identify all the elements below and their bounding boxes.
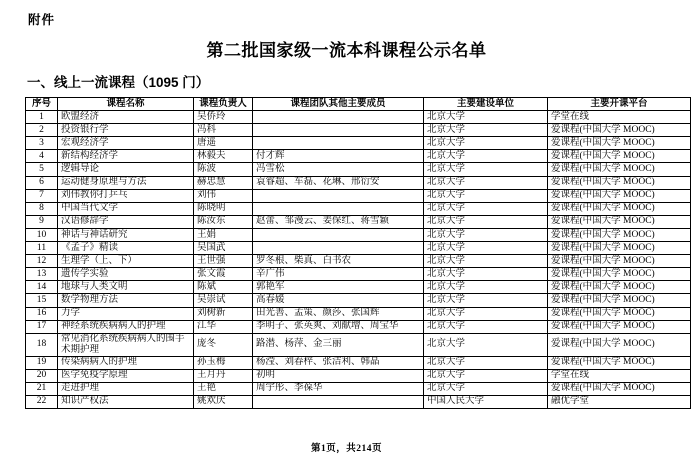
table-row xyxy=(26,307,691,320)
cell-course-name: 汉语修辞学 xyxy=(58,215,194,228)
table-row xyxy=(26,242,691,255)
table-row xyxy=(26,189,691,202)
cell-course-name: 逻辑导论 xyxy=(58,163,194,176)
cell-course-leader: 刘树新 xyxy=(194,307,253,320)
attachment-label: 附件 xyxy=(28,13,56,27)
cell-main-platform: 爱课程(中国大学 MOOC) xyxy=(548,150,691,163)
table-row xyxy=(26,228,691,241)
cell-serial-number: 10 xyxy=(26,228,58,241)
cell-course-name: 宏观经济学 xyxy=(58,137,194,150)
cell-team-members: 郭艳军 xyxy=(253,281,424,294)
cell-course-name: 常见消化系统疾病病人的围手术期护理 xyxy=(58,333,194,356)
header-main-platform: 主要开课平台 xyxy=(548,98,691,111)
cell-course-name: 医学免疫学原理 xyxy=(58,369,194,382)
cell-team-members: 罗冬根、柴真、白书农 xyxy=(253,255,424,268)
cell-team-members xyxy=(253,228,424,241)
cell-main-platform: 爱课程(中国大学 MOOC) xyxy=(548,124,691,137)
cell-team-members xyxy=(253,137,424,150)
header-main-institution: 主要建设单位 xyxy=(424,98,548,111)
cell-course-name: 刘伟教你打乒乓 xyxy=(58,189,194,202)
cell-serial-number: 13 xyxy=(26,268,58,281)
cell-course-leader: 刘伟 xyxy=(194,189,253,202)
cell-main-platform: 爱课程(中国大学 MOOC) xyxy=(548,281,691,294)
cell-team-members: 付才辉 xyxy=(253,150,424,163)
cell-main-institution: 北京大学 xyxy=(424,202,548,215)
cell-team-members xyxy=(253,124,424,137)
cell-course-name: 传染病病人的护理 xyxy=(58,356,194,369)
cell-course-leader: 陈波 xyxy=(194,163,253,176)
cell-course-leader: 张文霞 xyxy=(194,268,253,281)
table-row xyxy=(26,215,691,228)
cell-course-leader: 冯科 xyxy=(194,124,253,137)
header-course-leader: 课程负责人 xyxy=(194,98,253,111)
cell-main-institution: 中国人民大学 xyxy=(424,395,548,408)
cell-main-platform: 爱课程(中国大学 MOOC) xyxy=(548,307,691,320)
cell-course-name: 数学物理方法 xyxy=(58,294,194,307)
cell-serial-number: 18 xyxy=(26,333,58,356)
cell-main-platform: 爱课程(中国大学 MOOC) xyxy=(548,268,691,281)
cell-serial-number: 11 xyxy=(26,242,58,255)
cell-serial-number: 16 xyxy=(26,307,58,320)
table-row xyxy=(26,320,691,333)
table-body xyxy=(26,111,691,409)
cell-course-name: 生理学（上、下） xyxy=(58,255,194,268)
cell-main-platform: 爱课程(中国大学 MOOC) xyxy=(548,163,691,176)
cell-course-name: 遗传学实验 xyxy=(58,268,194,281)
cell-main-institution: 北京大学 xyxy=(424,294,548,307)
cell-course-leader: 吴国武 xyxy=(194,242,253,255)
cell-main-institution: 北京大学 xyxy=(424,320,548,333)
cell-serial-number: 19 xyxy=(26,356,58,369)
cell-main-platform: 爱课程(中国大学 MOOC) xyxy=(548,202,691,215)
cell-serial-number: 9 xyxy=(26,215,58,228)
cell-course-name: 《孟子》精读 xyxy=(58,242,194,255)
cell-course-name: 走进护理 xyxy=(58,382,194,395)
cell-course-name: 地球与人类文明 xyxy=(58,281,194,294)
cell-team-members: 袁睿超、车磊、花琳、邢衍安 xyxy=(253,176,424,189)
table-row xyxy=(26,176,691,189)
cell-main-institution: 北京大学 xyxy=(424,281,548,294)
cell-team-members: 冯雪松 xyxy=(253,163,424,176)
cell-serial-number: 2 xyxy=(26,124,58,137)
header-serial-number: 序号 xyxy=(26,98,58,111)
cell-main-platform: 爱课程(中国大学 MOOC) xyxy=(548,333,691,356)
cell-main-platform: 爱课程(中国大学 MOOC) xyxy=(548,255,691,268)
cell-serial-number: 5 xyxy=(26,163,58,176)
cell-main-platform: 融优学堂 xyxy=(548,395,691,408)
cell-team-members: 辛广伟 xyxy=(253,268,424,281)
cell-main-institution: 北京大学 xyxy=(424,111,548,124)
cell-course-name: 运动健身原理与方法 xyxy=(58,176,194,189)
cell-team-members: 杨滢、刘春梓、张洁利、韩晶 xyxy=(253,356,424,369)
table-row xyxy=(26,281,691,294)
table-row xyxy=(26,137,691,150)
cell-serial-number: 7 xyxy=(26,189,58,202)
cell-main-institution: 北京大学 xyxy=(424,215,548,228)
table-row xyxy=(26,202,691,215)
cell-main-institution: 北京大学 xyxy=(424,150,548,163)
cell-course-name: 欧盟经济 xyxy=(58,111,194,124)
cell-main-platform: 爱课程(中国大学 MOOC) xyxy=(548,356,691,369)
cell-serial-number: 6 xyxy=(26,176,58,189)
cell-course-leader: 陈晓明 xyxy=(194,202,253,215)
cell-serial-number: 3 xyxy=(26,137,58,150)
header-team-members: 课程团队其他主要成员 xyxy=(253,98,424,111)
cell-course-leader: 吴侨玲 xyxy=(194,111,253,124)
cell-main-institution: 北京大学 xyxy=(424,176,548,189)
cell-course-leader: 孙玉梅 xyxy=(194,356,253,369)
cell-team-members: 初明 xyxy=(253,369,424,382)
cell-team-members: 李明子、张英爽、刘献增、周宝华 xyxy=(253,320,424,333)
cell-course-leader: 姚欢庆 xyxy=(194,395,253,408)
table-row xyxy=(26,111,691,124)
cell-course-leader: 陈斌 xyxy=(194,281,253,294)
cell-main-institution: 北京大学 xyxy=(424,333,548,356)
cell-course-leader: 庞冬 xyxy=(194,333,253,356)
cell-team-members xyxy=(253,189,424,202)
cell-course-leader: 王世强 xyxy=(194,255,253,268)
cell-main-institution: 北京大学 xyxy=(424,255,548,268)
table-row xyxy=(26,369,691,382)
cell-main-institution: 北京大学 xyxy=(424,268,548,281)
table-row xyxy=(26,333,691,356)
cell-main-institution: 北京大学 xyxy=(424,382,548,395)
table-row xyxy=(26,356,691,369)
cell-team-members xyxy=(253,242,424,255)
cell-team-members: 高春媛 xyxy=(253,294,424,307)
cell-course-leader: 林毅夫 xyxy=(194,150,253,163)
table-row xyxy=(26,255,691,268)
cell-team-members: 周宇彤、李葆华 xyxy=(253,382,424,395)
cell-main-platform: 学堂在线 xyxy=(548,369,691,382)
cell-team-members xyxy=(253,202,424,215)
cell-serial-number: 8 xyxy=(26,202,58,215)
table-row xyxy=(26,294,691,307)
cell-course-leader: 王娟 xyxy=(194,228,253,241)
cell-main-platform: 学堂在线 xyxy=(548,111,691,124)
cell-main-platform: 爱课程(中国大学 MOOC) xyxy=(548,137,691,150)
table-row xyxy=(26,395,691,408)
page-title: 第二批国家级一流本科课程公示名单 xyxy=(206,41,487,60)
cell-course-name: 神话与神话研究 xyxy=(58,228,194,241)
cell-serial-number: 4 xyxy=(26,150,58,163)
cell-course-name: 新结构经济学 xyxy=(58,150,194,163)
cell-main-platform: 爱课程(中国大学 MOOC) xyxy=(548,242,691,255)
cell-main-platform: 爱课程(中国大学 MOOC) xyxy=(548,320,691,333)
cell-team-members: 赵蕾、邹漫云、姜保红、蒋雪颖 xyxy=(253,215,424,228)
table-header-row xyxy=(26,98,691,111)
cell-main-platform: 爱课程(中国大学 MOOC) xyxy=(548,215,691,228)
cell-main-institution: 北京大学 xyxy=(424,369,548,382)
cell-main-platform: 爱课程(中国大学 MOOC) xyxy=(548,294,691,307)
table-row xyxy=(26,163,691,176)
cell-course-name: 投资银行学 xyxy=(58,124,194,137)
cell-main-institution: 北京大学 xyxy=(424,137,548,150)
cell-main-platform: 爱课程(中国大学 MOOC) xyxy=(548,382,691,395)
cell-main-institution: 北京大学 xyxy=(424,124,548,137)
cell-course-name: 神经系统疾病病人的护理 xyxy=(58,320,194,333)
cell-course-leader: 唐遥 xyxy=(194,137,253,150)
cell-course-name: 中国当代文学 xyxy=(58,202,194,215)
cell-serial-number: 21 xyxy=(26,382,58,395)
cell-team-members xyxy=(253,395,424,408)
cell-main-institution: 北京大学 xyxy=(424,307,548,320)
cell-course-name: 知识产权法 xyxy=(58,395,194,408)
cell-main-platform: 爱课程(中国大学 MOOC) xyxy=(548,176,691,189)
cell-course-leader: 王月丹 xyxy=(194,369,253,382)
cell-serial-number: 1 xyxy=(26,111,58,124)
cell-course-leader: 赫忠慧 xyxy=(194,176,253,189)
cell-course-leader: 王艳 xyxy=(194,382,253,395)
cell-main-institution: 北京大学 xyxy=(424,189,548,202)
cell-serial-number: 17 xyxy=(26,320,58,333)
section-heading: 一、线上一流课程（1095 门） xyxy=(27,75,210,90)
courses-table xyxy=(25,97,691,409)
cell-team-members xyxy=(253,111,424,124)
page-number-footer: 第1页，共214页 xyxy=(310,444,382,454)
table-row xyxy=(26,124,691,137)
cell-course-leader: 吴崇试 xyxy=(194,294,253,307)
table-row xyxy=(26,150,691,163)
cell-serial-number: 22 xyxy=(26,395,58,408)
table-row xyxy=(26,268,691,281)
cell-team-members: 路潜、杨萍、金三丽 xyxy=(253,333,424,356)
cell-serial-number: 12 xyxy=(26,255,58,268)
cell-team-members: 田光善、孟策、颜莎、张国辉 xyxy=(253,307,424,320)
cell-serial-number: 14 xyxy=(26,281,58,294)
cell-main-institution: 北京大学 xyxy=(424,228,548,241)
cell-main-institution: 北京大学 xyxy=(424,163,548,176)
table-row xyxy=(26,382,691,395)
cell-course-leader: 江华 xyxy=(194,320,253,333)
cell-main-platform: 爱课程(中国大学 MOOC) xyxy=(548,228,691,241)
cell-serial-number: 20 xyxy=(26,369,58,382)
header-course-name: 课程名称 xyxy=(58,98,194,111)
cell-main-institution: 北京大学 xyxy=(424,242,548,255)
cell-serial-number: 15 xyxy=(26,294,58,307)
cell-main-platform: 爱课程(中国大学 MOOC) xyxy=(548,189,691,202)
cell-course-name: 力学 xyxy=(58,307,194,320)
cell-main-institution: 北京大学 xyxy=(424,356,548,369)
cell-course-leader: 陈汝东 xyxy=(194,215,253,228)
